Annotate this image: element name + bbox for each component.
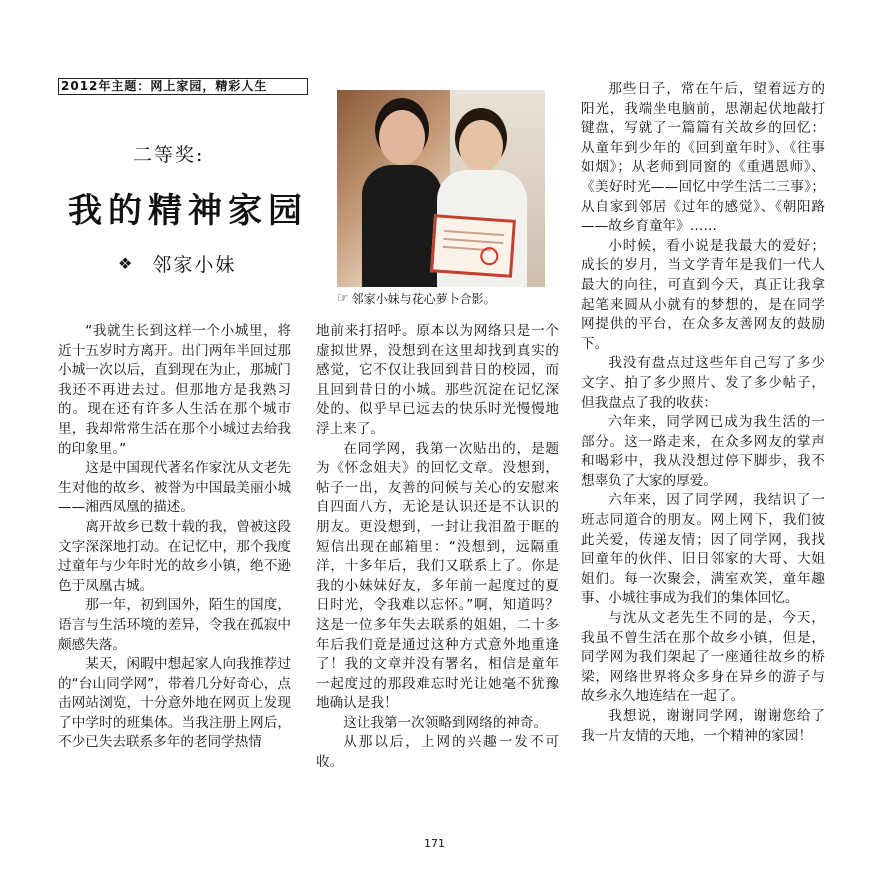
paragraph: 这让我第一次领略到网络的神奇。 <box>343 714 548 731</box>
text-column-2 <box>316 322 559 773</box>
paragraph: 那一年，初到国外，陌生的国度，语言与生活环境的差异，令我在孤寂中颇感失落。 <box>58 597 291 653</box>
photo-certificate <box>430 214 516 278</box>
photo-caption <box>337 290 496 307</box>
paragraph: 地前来打招呼。原本以为网络只是一个虚拟世界，没想到在这里却找到真实的感觉，它不仅让我回到昔日的校园，而且回到昔日的小城。那些沉淀在记忆深处的、似乎早已远去的快乐时光慢慢地浮上来了。 <box>316 323 559 437</box>
paragraph: 我想说，谢谢同学网，谢谢您给了我一片友情的天地，一个精神的家园！ <box>581 708 825 744</box>
author-line <box>118 250 236 277</box>
page-number: 171 <box>424 837 445 850</box>
article-title: 我的精神家园 <box>68 191 308 231</box>
paragraph: 从那以后，上网的兴趣一发不可收。 <box>316 734 559 771</box>
paragraph: 六年来，因了同学网，我结识了一班志同道合的朋友。网上网下，我们彼此关爱，传递友情；因了同学网，我找回童年的伙伴、旧日邻家的大哥、大姐姐们。每一次聚会，满室欢笑，童年趣事、小城往事成为我们的集体回忆。 <box>581 492 825 607</box>
text-column-1 <box>58 322 291 753</box>
paragraph: “我就生长到这样一个小城里，将近十五岁时方离开。出门两年半回过那小城一次以后，直到现在为止，那城门我还不再进去过。但那地方是我熟习的。现在还有许多人生活在那个城市里，我却常常生活在那个小城过去给我的印象里。” <box>58 323 291 457</box>
pointing-hand-icon: ☞ <box>337 291 349 306</box>
year-theme-banner: 2012年主题：网上家园，精彩人生 <box>58 78 308 95</box>
paragraph: 小时候，看小说是我最大的爱好；成长的岁月，当文学青年是我们一代人最大的向往，可直到今天，真正让我拿起笔来圆从小就有的梦想的，是在同学网提供的平台，在众多友善网友的鼓励下。 <box>581 237 825 352</box>
paragraph: 我没有盘点过这些年自己写了多少文字、拍了多少照片、发了多少帖子，但我盘点了我的收获： <box>581 355 825 411</box>
paragraph: 这是中国现代著名作家沈从文老先生对他的故乡、被誉为中国最美丽小城——湘西凤凰的描述。 <box>58 460 291 516</box>
award-heading: 二等奖: <box>133 144 205 166</box>
paragraph: 那些日子，常在午后，望着远方的阳光，我端坐电脑前，思潮起伏地敲打键盘，写就了一篇篇有关故乡的回忆：从童年到少年的《回到童年时》、《往事如烟》；从老师到同窗的《重遇恩师》、《美好时光——回忆中学生活二三事》；从自家到邻居《过年的感觉》、《朝阳路——故乡育童年》…… <box>581 81 825 235</box>
text-column-3 <box>581 80 825 746</box>
diamond-bullet-icon: ❖ <box>118 254 135 273</box>
paragraph: 在同学网，我第一次贴出的，是题为《怀念姐夫》的回忆文章。没想到，帖子一出，友善的问候与关心的安慰来自四面八方，无论是认识还是不认识的朋友。更没想到，一封让我泪盈于眶的短信出现在邮箱里：“没想到，远隔重洋，十多年后，我们又联系上了。你是我的小妹妹好友，多年前一起度过的夏日时光，令我难以忘怀。”啊，知道吗？这是一位多年失去联系的姐姐，二十多年后我们竟是通过这种方式意外地重逢了！我的文章并没有署名，相信是童年一起度过的那段难忘时光让她毫不犹豫地确认是我！ <box>316 440 559 712</box>
photo-caption-text: 邻家小妹与花心萝卜合影。 <box>351 292 496 306</box>
paragraph: 六年来，同学网已成为我生活的一部分。这一路走来，在众多网友的掌声和喝彩中，我从没想过停下脚步，我不想辜负了大家的厚爱。 <box>581 414 825 489</box>
paragraph: 离开故乡已数十载的我，曾被这段文字深深地打动。在记忆中，那个我度过童年与少年时光的故乡小镇，绝不逊色于凤凰古城。 <box>58 518 291 594</box>
author-name: 邻家小妹 <box>152 254 237 276</box>
paragraph: 某天，闲暇中想起家人向我推荐过的“台山同学网”，带着几分好奇心，点击网站浏览，十分意外地在网页上发现了中学时的班集体。当我注册上网后，不少已失去联系多年的老同学热情 <box>58 656 291 751</box>
group-photo <box>337 90 545 287</box>
paragraph: 与沈从文老先生不同的是，今天，我虽不曾生活在那个故乡小镇，但是，同学网为我们架起了一座通往故乡的桥梁，网络世界将众多身在异乡的游子与故乡永久地连结在一起了。 <box>581 610 825 705</box>
